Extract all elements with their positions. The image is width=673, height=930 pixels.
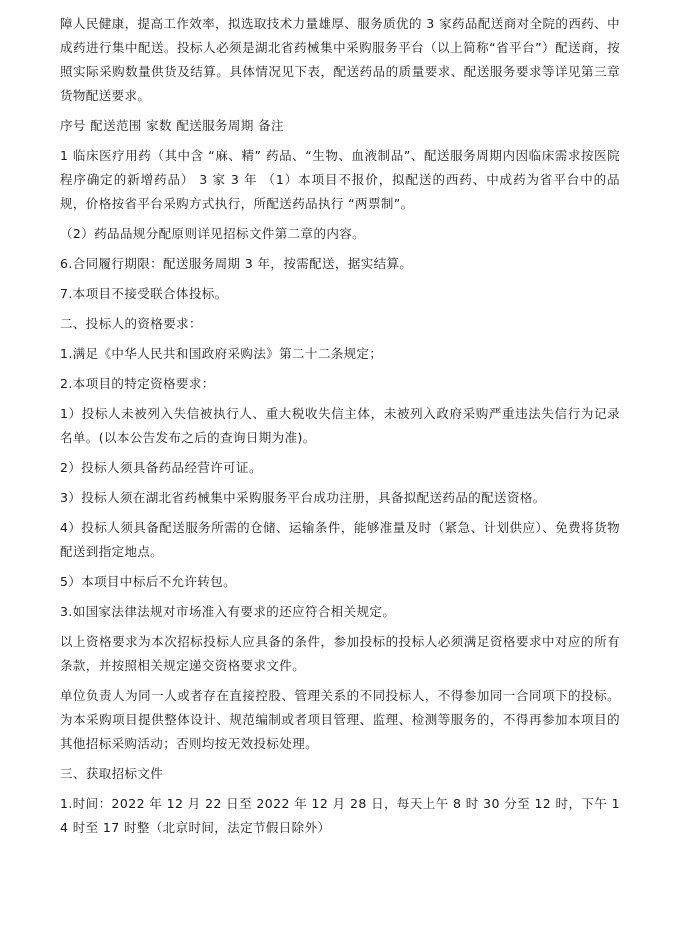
qualification-item-2: 2.本项目的特定资格要求： [60, 376, 215, 391]
qualification-summary: 以上资格要求为本次招标投标人应具备的条件，参加投标的投标人必须满足资格要求中对应的所有条款，并按照相关规定递交资格要求文件。 [60, 634, 620, 673]
table-row-1: 1 临床医疗用药（其中含 “麻、精” 药品、“生物、血液制品”、配送服务周期内因临床需求按医院程序确定的新增药品） 3 家 3 年 （1）本项目不报价，拟配送的西药、中成药为省平台中的品规，价格按省平台采购方式执行，所配送药品执行 “两票制”。 [60, 148, 620, 211]
obtain-documents-time: 1.时间：2022 年 12 月 22 日至 2022 年 12 月 28 日，每天上午 8 时 30 分至 12 时，下午 14 时至 17 时整（北京时间，法定节假日除外） [60, 796, 620, 835]
specific-requirement-2: 2）投标人须具备药品经营许可证。 [60, 460, 262, 475]
table-header-line: 序号 配送范围 家数 配送服务周期 备注 [60, 118, 284, 133]
section-heading-obtain-documents: 三、获取招标文件 [60, 766, 164, 781]
intro-paragraph: 障人民健康，提高工作效率，拟选取技术力量雄厚、服务质优的 3 家药品配送商对全院的西药、中成药进行集中配送。投标人必须是湖北省药械集中采购服务平台（以上简称“省平台”）配送商，按照实际采购数量供货及结算。具体情况见下表，配送药品的质量要求、配送服务要求等详见第三章货物配送要求。 [60, 16, 620, 103]
qualification-item-1: 1.满足《中华人民共和国政府采购法》第二十二条规定； [60, 346, 383, 361]
no-consortium: 7.本项目不接受联合体投标。 [60, 286, 228, 301]
qualification-item-3: 3.如国家法律法规对市场准入有要求的还应符合相关规定。 [60, 604, 396, 619]
contract-period: 6.合同履行期限：配送服务周期 3 年，按需配送，据实结算。 [60, 256, 413, 271]
table-note-2: （2）药品品规分配原则详见招标文件第二章的内容。 [60, 226, 366, 241]
section-heading-qualifications: 二、投标人的资格要求： [60, 316, 202, 331]
specific-requirement-1: 1）投标人未被列入失信被执行人、重大税收失信主体，未被列入政府采购严重违法失信行为记录名单。(以本公告发布之后的查询日期为准)。 [60, 406, 620, 445]
specific-requirement-5: 5）本项目中标后不允许转包。 [60, 574, 237, 589]
specific-requirement-3: 3）投标人须在湖北省药械集中采购服务平台成功注册，具备拟配送药品的配送资格。 [60, 490, 546, 505]
specific-requirement-4: 4）投标人须具备配送服务所需的仓储、运输条件，能够准量及时（紧急、计划供应）、免费将货物配送到指定地点。 [60, 520, 620, 559]
document-body [60, 12, 620, 846]
conflict-of-interest-clause: 单位负责人为同一人或者存在直接控股、管理关系的不同投标人，不得参加同一合同项下的投标。为本采购项目提供整体设计、规范编制或者项目管理、监理、检测等服务的，不得再参加本项目的其他招标采购活动；否则均按无效投标处理。 [60, 688, 620, 751]
